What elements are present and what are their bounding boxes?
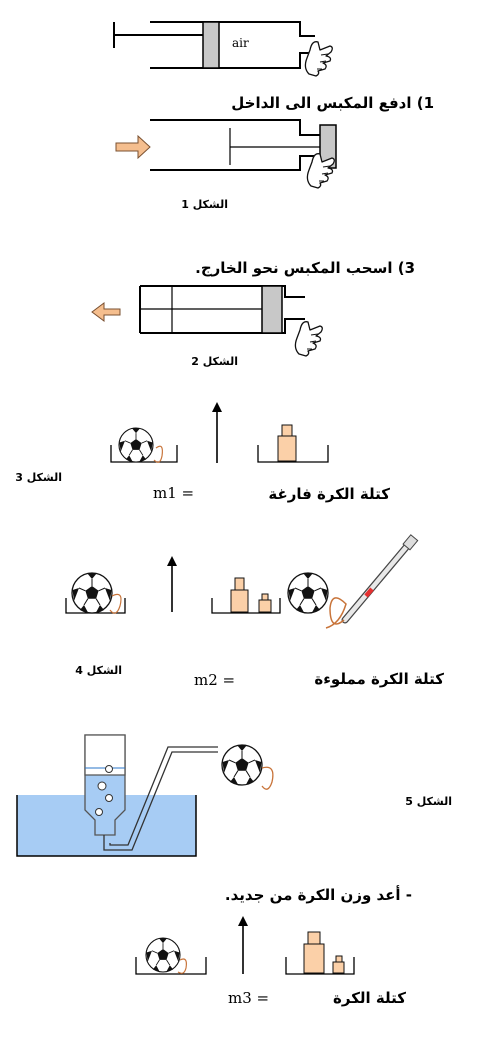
m3-text: كتلة الكرة bbox=[333, 989, 406, 1007]
balance-full-ball bbox=[66, 535, 418, 628]
step-pull: 3) اسحب المكبس نحو الخارج. bbox=[195, 259, 415, 277]
hand-icon bbox=[307, 154, 334, 188]
hand-icon bbox=[295, 322, 322, 356]
step-push: 1) ادفع المكبس الى الداخل bbox=[231, 94, 434, 112]
m1-text: كتلة الكرة فارغة bbox=[268, 485, 390, 503]
syringe-top bbox=[114, 22, 332, 76]
piston bbox=[203, 22, 219, 68]
step-reweigh: - أعد وزن الكرة من جديد. bbox=[224, 886, 412, 904]
hand-icon bbox=[305, 42, 332, 76]
soccer-ball-icon bbox=[72, 573, 112, 613]
balance-empty-ball bbox=[111, 402, 328, 463]
figure-2-label: الشكل 2 bbox=[191, 355, 238, 368]
pump-needle-icon bbox=[326, 535, 418, 628]
soccer-ball-icon bbox=[288, 573, 328, 613]
figure-3-label: الشكل 3 bbox=[15, 471, 62, 484]
pull-arrow-icon bbox=[92, 303, 120, 321]
weight-icon bbox=[259, 600, 271, 612]
m3-symbol: m3 = bbox=[228, 989, 270, 1007]
air-label: air bbox=[232, 36, 249, 50]
soccer-ball-icon bbox=[146, 938, 180, 972]
water-displacement bbox=[17, 735, 273, 856]
syringe-push bbox=[116, 120, 336, 188]
figure-1-label: الشكل 1 bbox=[181, 198, 228, 211]
weight-icon bbox=[278, 436, 296, 461]
push-arrow-icon bbox=[116, 136, 150, 158]
figure-4-label: الشكل 4 bbox=[75, 664, 122, 677]
weight-icon bbox=[231, 590, 248, 612]
soccer-ball-icon bbox=[222, 745, 262, 785]
soccer-ball-icon bbox=[119, 428, 153, 462]
weight-icon bbox=[333, 962, 344, 973]
balance-reweigh bbox=[136, 916, 354, 974]
m1-symbol: m1 = bbox=[153, 484, 195, 502]
piston bbox=[262, 286, 282, 333]
m2-symbol: m2 = bbox=[194, 671, 236, 689]
weight-icon bbox=[304, 944, 324, 973]
figure-5-label: الشكل 5 bbox=[405, 795, 452, 808]
syringe-pull bbox=[92, 286, 322, 356]
m2-text: كتلة الكرة مملوءة bbox=[314, 670, 444, 688]
